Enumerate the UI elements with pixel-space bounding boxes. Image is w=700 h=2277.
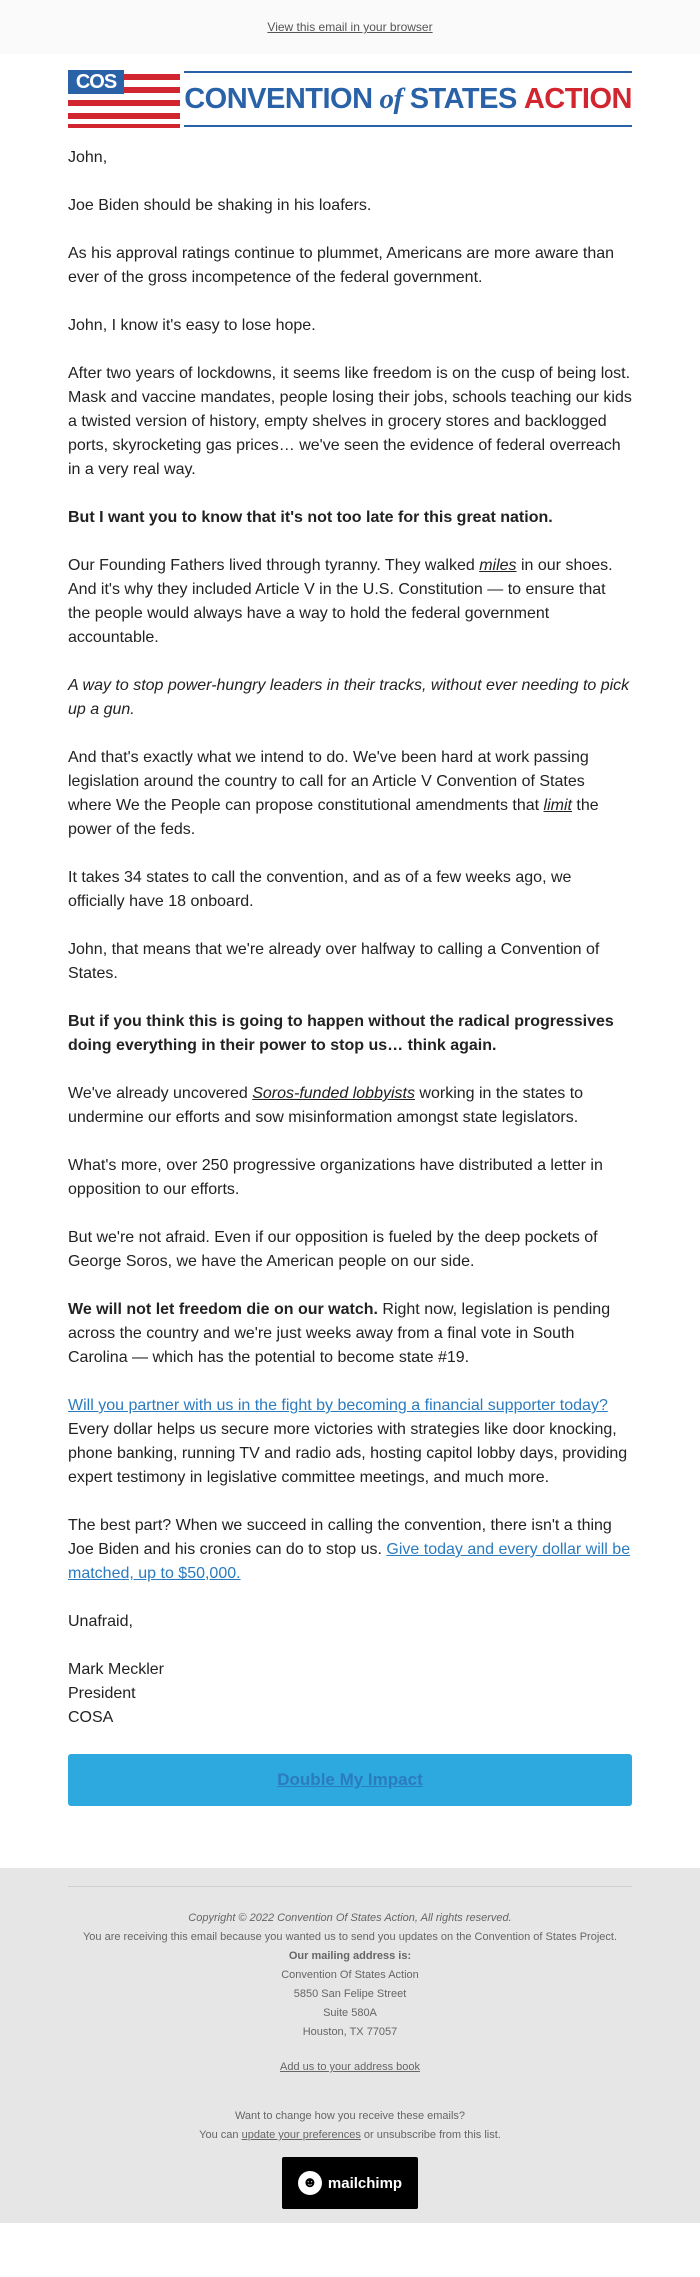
mailchimp-badge[interactable] <box>282 2157 418 2209</box>
signature-name: Mark Meckler <box>68 1661 165 1678</box>
paragraph <box>68 746 632 842</box>
text-span: The best part? When we succeed in calling the convention, there isn't a thing Joe Biden and his cronies can do to stop us. <box>68 1517 612 1558</box>
bold-text: But I want you to know that it's not too late for this great nation. <box>68 509 553 526</box>
copyright-text: Copyright © 2022 Convention Of States Action, All rights reserved. <box>188 1912 512 1924</box>
paragraph-bold <box>68 506 632 530</box>
text-span: working in the states to undermine our efforts and sow misinformation amongst state legislators. <box>68 1085 584 1126</box>
address-line: Convention Of States Action <box>281 1969 419 1981</box>
match-donation-link[interactable]: Give today and every dollar will be matched, up to $50,000. <box>68 1541 631 1582</box>
subscription-reason: You are receiving this email because you wanted us to send you updates on the Convention of States Project. <box>82 1931 618 1943</box>
text-span: Right now, legislation is pending across the country and we're just weeks away from a final vote in South Carolina — which has the potential to become state #19. <box>68 1301 611 1366</box>
preheader <box>0 0 700 54</box>
letter-body <box>0 146 700 1806</box>
bold-text: But if you think this is going to happen without the radical progressives doing everything in their power to stop us… think again. <box>68 1013 614 1054</box>
emphasis-text: Soros-funded lobbyists <box>252 1085 415 1102</box>
logo-word-action: ACTION <box>523 82 632 115</box>
emphasis-text: miles <box>479 557 517 574</box>
text-span: And that's exactly what we intend to do. We've been hard at work passing legislation around the country to call for an Article V Convention of States where We the People can propose constitutional amendments that <box>68 749 589 814</box>
footer-divider <box>68 1886 632 1887</box>
bold-text: We will not let freedom die on our watch. <box>68 1301 378 1318</box>
signature-org: COSA <box>68 1709 114 1726</box>
update-preferences-link[interactable]: update your preferences <box>241 2129 361 2141</box>
paragraph <box>68 1082 632 1130</box>
paragraph: As his approval ratings continue to plummet, Americans are more aware than ever of the gross incompetence of the federal government. <box>68 245 615 286</box>
mailchimp-badge-label: mailchimp <box>327 2174 403 2192</box>
paragraph: What's more, over 250 progressive organizations have distributed a letter in opposition to our efforts. <box>68 1157 603 1198</box>
logo-word-states: STATES <box>409 82 517 115</box>
header-logo-area <box>0 54 700 146</box>
paragraph-italic <box>68 674 632 722</box>
text-span: We've already uncovered <box>68 1085 253 1102</box>
closing: Unafraid, <box>68 1613 133 1630</box>
preferences-line <box>68 2126 632 2145</box>
logo-word-convention: CONVENTION <box>184 82 373 115</box>
emphasis-text: limit <box>543 797 572 814</box>
view-in-browser-link[interactable]: View this email in your browser <box>267 20 433 34</box>
salutation: John, <box>68 149 108 166</box>
logo-wordmark <box>184 71 632 127</box>
logo-badge-text: COS <box>68 70 124 94</box>
address-line: 5850 San Felipe Street <box>293 1988 407 2000</box>
paragraph <box>68 554 632 650</box>
text-span: You can <box>199 2129 242 2141</box>
paragraph: But we're not afraid. Even if our opposition is fueled by the deep pockets of George Soros, we have the American people on our side. <box>68 1229 598 1270</box>
signature-title: President <box>68 1685 136 1702</box>
signature <box>68 1658 632 1730</box>
address-line: Suite 580A <box>323 2007 377 2019</box>
paragraph-bold <box>68 1010 632 1058</box>
paragraph <box>68 1298 632 1370</box>
paragraph: After two years of lockdowns, it seems like freedom is on the cusp of being lost. Mask and vaccine mandates, people losing their jobs, schools teaching our kids a twisted version of history, empty shelves in grocery stores and backlogged ports, skyrocketing gas prices… we've seen the evidence of federal overreach in a very real way. <box>68 365 632 478</box>
paragraph: John, that means that we're already over halfway to calling a Convention of States. <box>68 941 600 982</box>
paragraph: Joe Biden should be shaking in his loafers. <box>68 197 372 214</box>
paragraph: It takes 34 states to call the convention, and as of a few weeks ago, we officially have 18 onboard. <box>68 869 572 910</box>
paragraph: John, I know it's easy to lose hope. <box>68 317 316 334</box>
paragraph <box>68 1514 632 1586</box>
email-footer <box>0 1868 700 2223</box>
change-prompt: Want to change how you receive these emails? <box>234 2110 466 2122</box>
text-span: in our shoes. And it's why they included Article V in the U.S. Constitution — to ensure that the people would always have a way to hold the federal government accountable. <box>68 557 613 646</box>
text-span: Our Founding Fathers lived through tyranny. They walked <box>68 557 480 574</box>
address-line: Houston, TX 77057 <box>302 2026 398 2038</box>
italic-text: A way to stop power-hungry leaders in their tracks, without ever needing to pick up a gun. <box>68 677 630 718</box>
donate-link[interactable]: Will you partner with us in the fight by becoming a financial supporter today? <box>68 1397 608 1414</box>
mailchimp-monkey-icon: ☻ <box>298 2171 322 2195</box>
mailing-address-title: Our mailing address is: <box>288 1950 412 1962</box>
flag-icon <box>68 70 174 128</box>
cos-action-logo[interactable] <box>68 70 632 128</box>
text-span: the power of the feds. <box>68 797 599 838</box>
add-to-address-book-link[interactable]: Add us to your address book <box>279 2061 421 2073</box>
text-span: or unsubscribe from this list. <box>360 2129 501 2141</box>
paragraph <box>68 1394 632 1490</box>
logo-word-of: of <box>379 82 403 115</box>
double-my-impact-button[interactable]: Double My Impact <box>68 1754 632 1806</box>
text-span: Every dollar helps us secure more victories with strategies like door knocking, phone banking, running TV and radio ads, hosting capitol lobby days, providing expert testimony in legislative committee meetings, and much more. <box>68 1421 628 1486</box>
